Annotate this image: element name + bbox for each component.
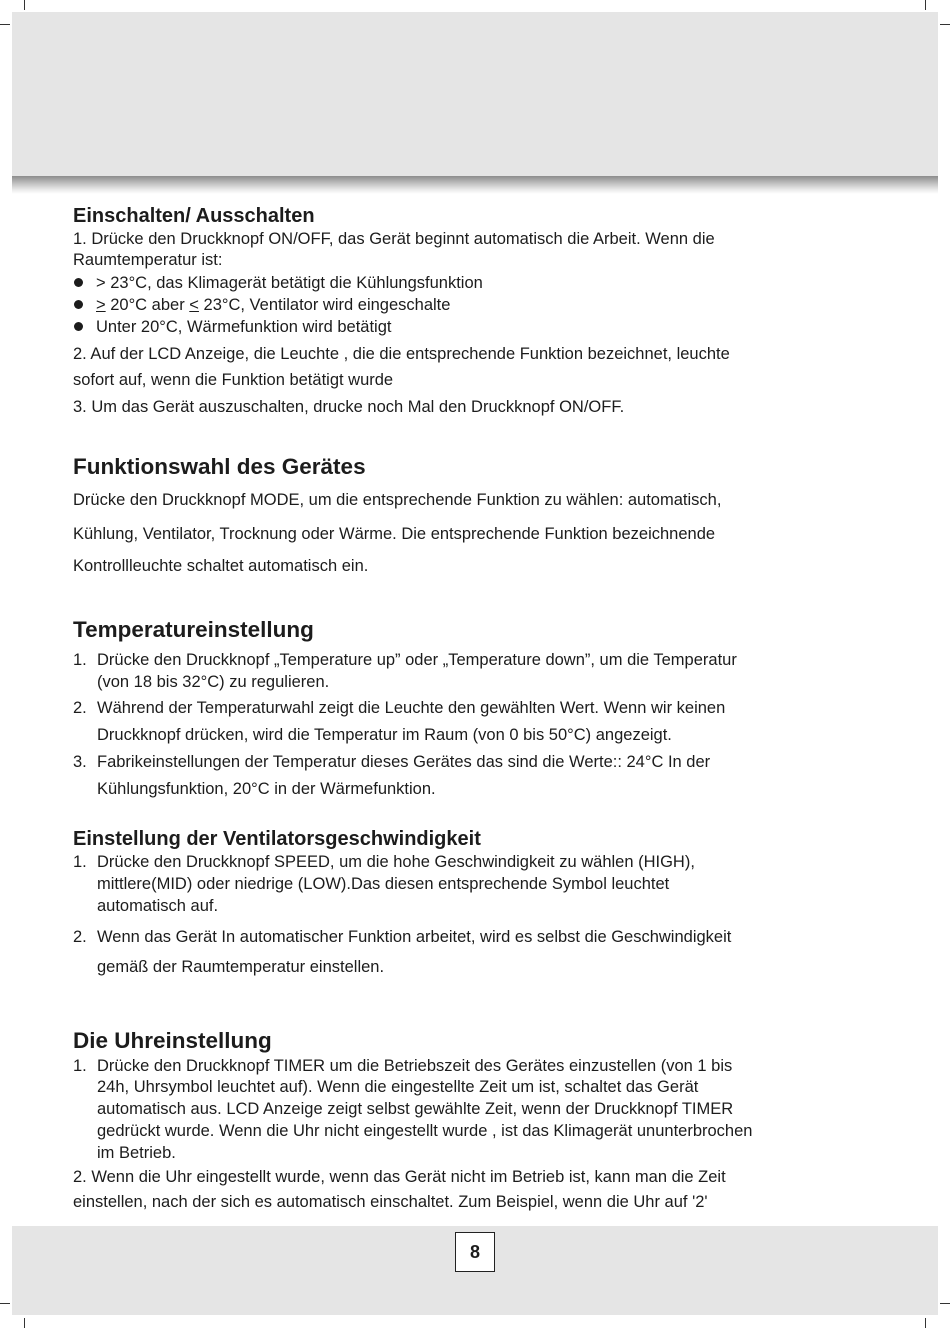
paragraph-line: Kühlung, Ventilator, Trocknung oder Wärme. Die entsprechende Funktion bezeichnende	[73, 525, 716, 543]
le-symbol: <	[189, 296, 199, 314]
list-text: Wenn das Gerät In automatischer Funktion arbeitet, wird es selbst die Geschwindigkeit	[97, 928, 732, 946]
crop-mark	[925, 1318, 926, 1328]
list-number: 1.	[73, 1057, 87, 1075]
list-item	[73, 927, 731, 947]
bullet-item	[73, 295, 450, 315]
list-text-continued: im Betrieb.	[97, 1144, 176, 1162]
list-text: Drücke den Druckknopf TIMER um die Betriebszeit des Gerätes einzustellen (von 1 bis	[97, 1057, 733, 1075]
header-shadow	[12, 176, 938, 194]
list-item	[73, 752, 710, 772]
paragraph-line: 2. Wenn die Uhr eingestellt wurde, wenn das Gerät nicht im Betrieb ist, kann man die Zeit	[73, 1168, 726, 1186]
page-number: 8	[455, 1232, 495, 1272]
paragraph-line: einstellen, nach der sich es automatisch einschaltet. Zum Beispiel, wenn die Uhr auf '2'	[73, 1193, 708, 1211]
list-text-continued: 24h, Uhrsymbol leuchtet auf). Wenn die eingestellte Zeit um ist, schaltet das Gerät	[97, 1078, 699, 1096]
section-heading-fan-speed: Einstellung der Ventilatorsgeschwindigkeit	[73, 828, 481, 850]
bullet-icon	[74, 278, 83, 287]
list-text-continued: (von 18 bis 32°C) zu regulieren.	[97, 673, 330, 691]
list-text-continued: gemäß der Raumtemperatur einstellen.	[97, 958, 385, 976]
crop-mark	[0, 24, 10, 25]
bullet-text: 23°C, Ventilator wird eingeschalte	[198, 296, 451, 314]
list-text: Drücke den Druckknopf SPEED, um die hohe Geschwindigkeit zu wählen (HIGH),	[97, 853, 695, 871]
section-heading-mode: Funktionswahl des Gerätes	[73, 454, 366, 479]
crop-mark	[940, 1303, 950, 1304]
bullet-icon	[74, 322, 83, 331]
paragraph-line: sofort auf, wenn die Funktion betätigt wurde	[73, 371, 394, 389]
list-text-continued: Druckknopf drücken, wird die Temperatur im Raum (von 0 bis 50°C) angezeigt.	[97, 726, 672, 744]
list-text: Fabrikeinstellungen der Temperatur dieses Gerätes das sind die Werte:: 24°C In der	[97, 753, 711, 771]
crop-mark	[0, 1303, 10, 1304]
paragraph-line: Raumtemperatur ist:	[73, 251, 223, 269]
list-number: 3.	[73, 753, 87, 771]
list-text-continued: automatisch aus. LCD Anzeige zeigt selbst gewählte Zeit, wenn der Druckknopf TIMER	[97, 1100, 734, 1118]
bullet-text: 20°C aber	[105, 296, 190, 314]
list-item	[73, 852, 695, 872]
section-heading-temperature: Temperatureinstellung	[73, 617, 314, 642]
paragraph-line: 2. Auf der LCD Anzeige, die Leuchte , die die entsprechende Funktion bezeichnet, leuchte	[73, 345, 730, 363]
list-number: 1.	[73, 651, 87, 669]
paragraph-line: Drücke den Druckknopf MODE, um die entsprechende Funktion zu wählen: automatisch,	[73, 491, 722, 509]
list-text-continued: Kühlungsfunktion, 20°C in der Wärmefunktion.	[97, 780, 436, 798]
bullet-text: > 23°C, das Klimagerät betätigt die Kühlungsfunktion	[96, 274, 483, 292]
section-heading-on-off: Einschalten/ Ausschalten	[73, 205, 315, 227]
bullet-icon	[74, 300, 83, 309]
list-text-continued: gedrückt wurde. Wenn die Uhr nicht eingestellt wurde , ist das Klimagerät ununterbrochen	[97, 1122, 753, 1140]
bullet-text: Unter 20°C, Wärmefunktion wird betätigt	[96, 318, 392, 336]
list-text: Drücke den Druckknopf „Temperature up” oder „Temperature down”, um die Temperatur	[97, 651, 737, 669]
bullet-item	[73, 317, 391, 337]
crop-mark	[940, 24, 950, 25]
list-text-continued: automatisch auf.	[97, 897, 219, 915]
paragraph-line: Kontrollleuchte schaltet automatisch ein.	[73, 557, 369, 575]
list-number: 2.	[73, 699, 87, 717]
list-text: Während der Temperaturwahl zeigt die Leuchte den gewählten Wert. Wenn wir keinen	[97, 699, 726, 717]
crop-mark	[24, 0, 25, 10]
crop-mark	[24, 1318, 25, 1328]
list-text-continued: mittlere(MID) oder niedrige (LOW).Das diesen entsprechende Symbol leuchtet	[97, 875, 670, 893]
paragraph-line: 3. Um das Gerät auszuschalten, drucke noch Mal den Druckknopf ON/OFF.	[73, 398, 625, 416]
paragraph-line: 1. Drücke den Druckknopf ON/OFF, das Gerät beginnt automatisch die Arbeit. Wenn die	[73, 230, 715, 248]
list-item	[73, 650, 737, 670]
crop-mark	[925, 0, 926, 10]
ge-symbol: >	[96, 296, 106, 314]
list-number: 2.	[73, 928, 87, 946]
bullet-item	[73, 273, 483, 293]
list-item	[73, 1056, 732, 1076]
list-number: 1.	[73, 853, 87, 871]
section-heading-timer: Die Uhreinstellung	[73, 1028, 272, 1053]
list-item	[73, 698, 725, 718]
header-band	[12, 12, 938, 178]
